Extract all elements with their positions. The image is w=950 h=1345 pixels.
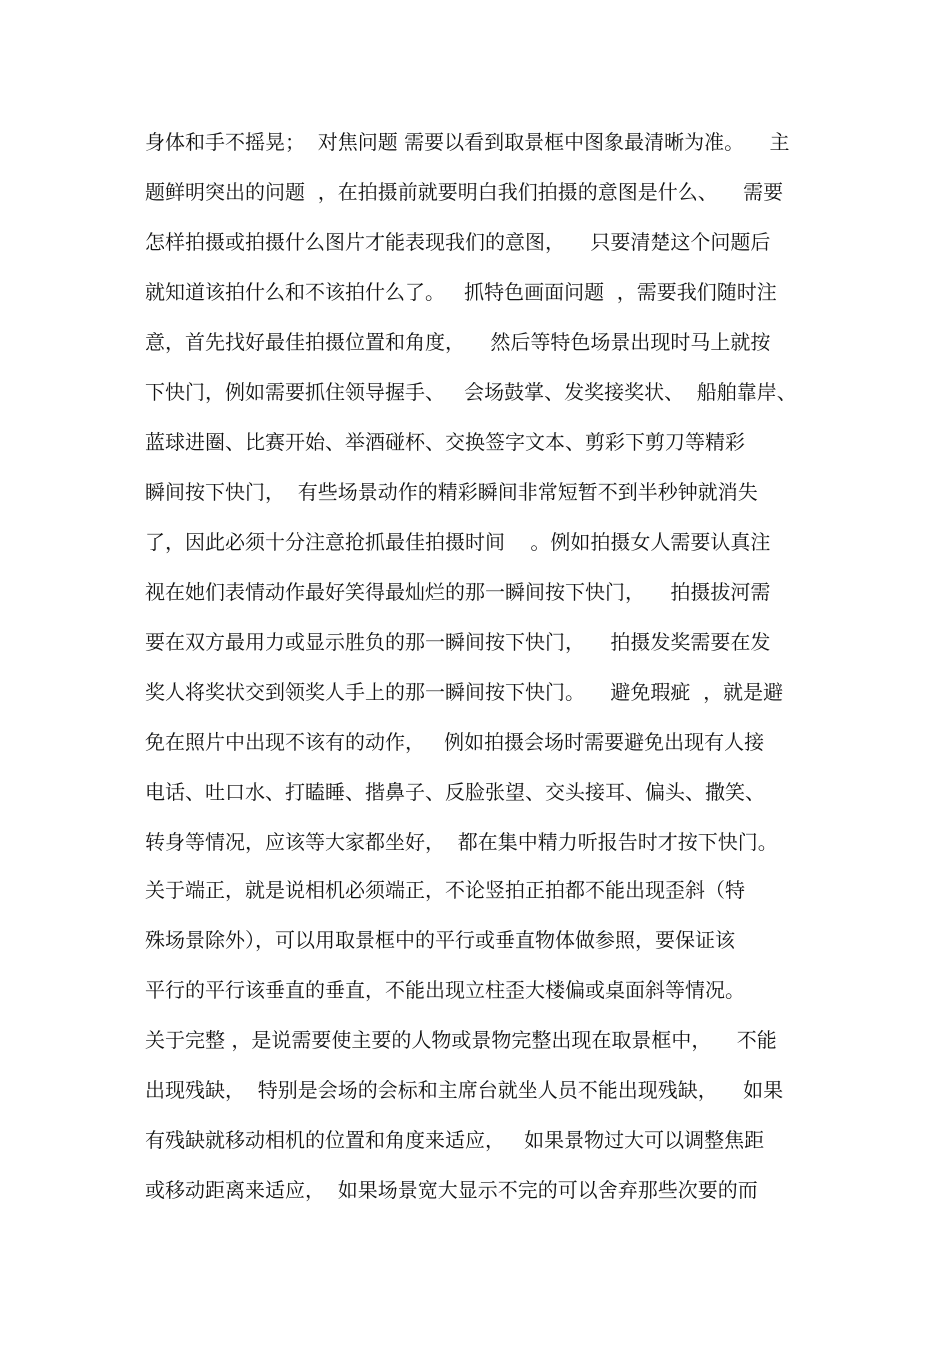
text-line: 身体和手不摇晃； 对焦问题 需要以看到取景框中图象最清晰为准。 主 <box>145 130 790 154</box>
text-line: 怎样拍摄或拍摄什么图片才能表现我们的意图， 只要清楚这个问题后 <box>145 230 771 254</box>
text-line: 殊场景除外），可以用取景框中的平行或垂直物体做参照，要保证该 <box>145 928 735 952</box>
text-line: 免在照片中出现不该有的动作， 例如拍摄会场时需要避免出现有人接 <box>145 730 765 754</box>
text-line: 或移动距离来适应， 如果场景宽大显示不完的可以舍弃那些次要的而 <box>145 1178 758 1202</box>
text-line: 意，首先找好最佳拍摄位置和角度， 然后等特色场景出现时马上就按 <box>145 330 771 354</box>
text-line: 视在她们表情动作最好笑得最灿烂的那一瞬间按下快门， 拍摄拔河需 <box>145 580 771 604</box>
text-line: 关于端正，就是说相机必须端正，不论竖拍正拍都不能出现歪斜（特 <box>145 878 745 902</box>
text-line: 下快门，例如需要抓住领导握手、 会场鼓掌、发奖接奖状、 船舶靠岸、 <box>145 380 797 404</box>
text-line: 奖人将奖状交到领奖人手上的那一瞬间按下快门。 避免瑕疵 ，就是避 <box>145 680 784 704</box>
text-line: 出现残缺， 特别是会场的会标和主席台就坐人员不能出现残缺， 如果 <box>145 1078 784 1102</box>
text-line: 电话、吐口水、打瞌睡、揩鼻子、反脸张望、交头接耳、偏头、撒笑、 <box>145 780 765 804</box>
text-line: 了，因此必须十分注意抢抓最佳拍摄时间 。例如拍摄女人需要认真注 <box>145 530 771 554</box>
text-line: 平行的平行该垂直的垂直，不能出现立柱歪大楼偏或桌面斜等情况。 <box>145 978 745 1002</box>
text-line: 转身等情况，应该等大家都坐好， 都在集中精力听报告时才按下快门。 <box>145 830 778 854</box>
text-line: 关于完整 ，是说需要使主要的人物或景物完整出现在取景框中， 不能 <box>145 1028 777 1052</box>
text-line: 有残缺就移动相机的位置和角度来适应， 如果景物过大可以调整焦距 <box>145 1128 765 1152</box>
text-line: 题鲜明突出的问题 ，在拍摄前就要明白我们拍摄的意图是什么、 需要 <box>145 180 784 204</box>
text-line: 瞬间按下快门， 有些场景动作的精彩瞬间非常短暂不到半秒钟就消失 <box>145 480 758 504</box>
text-line: 蓝球进圈、比赛开始、举酒碰杯、交换签字文本、剪彩下剪刀等精彩 <box>145 430 745 454</box>
text-line: 要在双方最用力或显示胜负的那一瞬间按下快门， 拍摄发奖需要在发 <box>145 630 771 654</box>
text-line: 就知道该拍什么和不该拍什么了。 抓特色画面问题 ，需要我们随时注 <box>145 280 777 304</box>
